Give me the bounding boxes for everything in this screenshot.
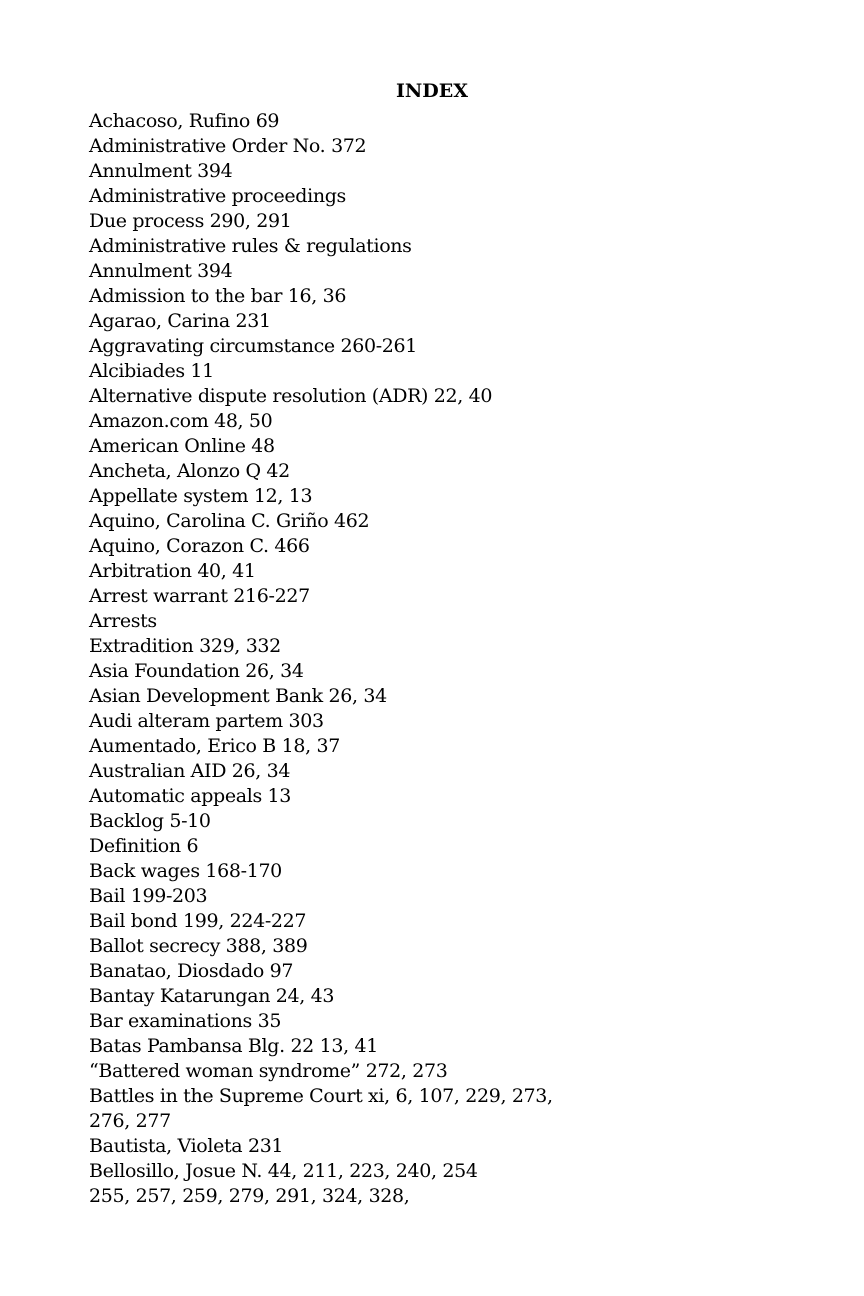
index-entry: Extradition 329, 332 — [89, 635, 281, 657]
index-entry: Administrative rules & regulations — [89, 235, 412, 257]
index-entry: Due process 290, 291 — [89, 210, 292, 232]
index-entry: Alternative dispute resolution (ADR) 22, 40 — [89, 385, 493, 407]
index-entry: Bar examinations 35 — [89, 1010, 282, 1032]
index-entry: Aggravating circumstance 260-261 — [89, 335, 417, 357]
index-entry: Agarao, Carina 231 — [89, 310, 271, 332]
index-entry: Bantay Katarungan 24, 43 — [89, 985, 335, 1007]
index-entry: Amazon.com 48, 50 — [89, 410, 273, 432]
index-entry: Backlog 5-10 — [89, 810, 211, 832]
index-entry: Bail 199-203 — [89, 885, 208, 907]
index-entry: Battles in the Supreme Court xi, 6, 107, 229, 273, — [89, 1085, 553, 1107]
index-entry: Audi alteram partem 303 — [89, 710, 324, 732]
index-entry: Ballot secrecy 388, 389 — [89, 935, 308, 957]
index-entry: Automatic appeals 13 — [89, 785, 292, 807]
index-entry: Arbitration 40, 41 — [89, 560, 256, 582]
index-entry: Ancheta, Alonzo Q 42 — [89, 460, 290, 482]
index-entry: Arrest warrant 216-227 — [89, 585, 310, 607]
index-entry: Annulment 394 — [89, 160, 233, 182]
index-entry: Banatao, Diosdado 97 — [89, 960, 294, 982]
index-entry: Achacoso, Rufino 69 — [89, 110, 280, 132]
index-entry: Appellate system 12, 13 — [89, 485, 313, 507]
index-entry: Aquino, Carolina C. Griño 462 — [89, 510, 370, 532]
index-entry: Admission to the bar 16, 36 — [89, 285, 347, 307]
index-entry: Aumentado, Erico B 18, 37 — [89, 735, 340, 757]
index-entry: 276, 277 — [89, 1110, 171, 1132]
index-heading: INDEX — [396, 80, 468, 102]
index-entry: Alcibiades 11 — [89, 360, 214, 382]
index-entry: Asian Development Bank 26, 34 — [89, 685, 387, 707]
index-entry: Bautista, Violeta 231 — [89, 1135, 284, 1157]
index-entry: Aquino, Corazon C. 466 — [89, 535, 310, 557]
index-entry: American Online 48 — [89, 435, 275, 457]
index-entry: 255, 257, 259, 279, 291, 324, 328, — [89, 1185, 410, 1207]
index-entry: Batas Pambansa Blg. 22 13, 41 — [89, 1035, 378, 1057]
index-entry: “Battered woman syndrome” 272, 273 — [89, 1060, 448, 1082]
index-entry: Arrests — [89, 610, 157, 632]
index-entry: Definition 6 — [89, 835, 199, 857]
index-entry: Asia Foundation 26, 34 — [89, 660, 304, 682]
index-entry: Administrative Order No. 372 — [89, 135, 367, 157]
index-entry-list — [89, 109, 789, 1209]
index-entry: Back wages 168-170 — [89, 860, 282, 882]
index-entry: Australian AID 26, 34 — [89, 760, 291, 782]
index-entry: Administrative proceedings — [89, 185, 346, 207]
index-entry: Annulment 394 — [89, 260, 233, 282]
index-entry: Bellosillo, Josue N. 44, 211, 223, 240, 254 — [89, 1160, 478, 1182]
index-entry: Bail bond 199, 224-227 — [89, 910, 307, 932]
